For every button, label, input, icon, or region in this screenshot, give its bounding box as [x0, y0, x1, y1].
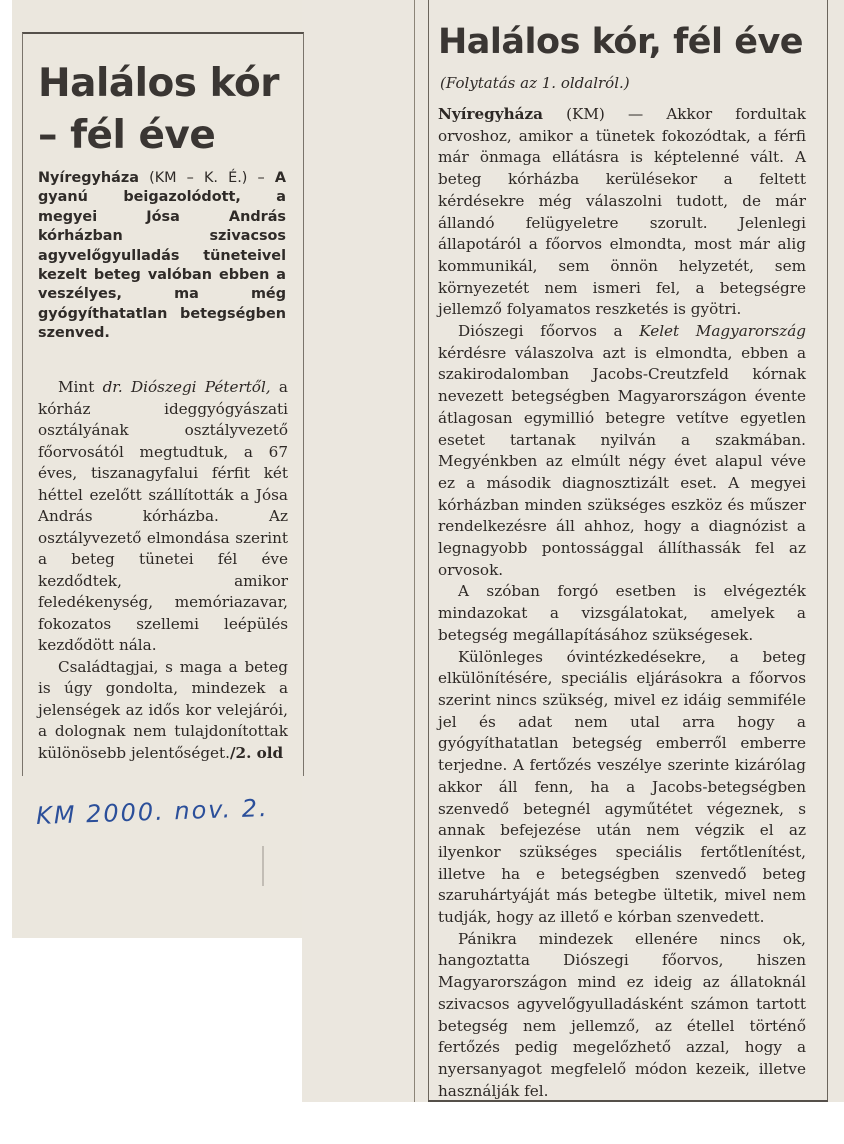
continued-from-note: (Folytatás az 1. oldalról.): [440, 74, 630, 92]
right-headline: Halálos kór, fél éve: [438, 22, 804, 62]
right-paragraph-3: A szóban forgó esetben is elvégezték mindazokat a vizsgálatokat, amelyek a betegség megállapításához szükségesek.: [438, 582, 806, 644]
left-p1-name: Diószegi Pétertől,: [122, 378, 271, 396]
right-dateline: Nyíregyháza: [438, 105, 543, 123]
left-p1-start: Mint: [58, 378, 103, 396]
left-paragraph-1: [38, 377, 288, 657]
left-p1-title: dr.: [102, 378, 123, 396]
lead-text: A gyanú beigazolódott, a megyei Jósa András kórházban szivacsos agyvelőgyulladás tüneteivel kezelt beteg valóban ebben a veszélyes, ma még gyógyíthatatlan betegségben szenved.: [38, 170, 286, 342]
right-p2-rest: kérdésre válaszolva azt is elmondta, ebben a szakirodalomban Jacobs-Creutzfeld kórnak nevezett betegségben Magyarországon évente átlagosan egymillió betegre vetítve egyetlen esetet tartanak nyilván a szakmában. Megyénkben az elmúlt négy évet alapul véve ez a második diagnosztizált eset. A megyei kórházban minden szükséges eszköz és műszer rendelkezésre áll ahhoz, hogy a diagnózist a legnagyobb pontossággal állíthassák fel az orvosok.: [438, 343, 806, 579]
staple-mark: [262, 846, 274, 886]
left-body: [38, 377, 288, 764]
right-p1-text: (KM) — Akkor fordultak orvoshoz, amikor a tünetek fokozódtak, a férfi már önmaga ellátásra is képtelenné vált. A beteg kórházba kerülésekor a feltett kérdésekre még válaszolni tudott, de már állandó felügyeletre szorult. Jelenlegi állapotáról a főorvos elmondta, most már alig kommunikál, sem önnön helyzetét, sem környezetét nem ismeri fel, a betegségre jellemző folyamatos reszketés is gyötri.: [438, 105, 806, 319]
right-body: [438, 104, 806, 1102]
continuation-ref: /2. old: [229, 743, 284, 762]
left-lead: [38, 169, 286, 344]
right-paragraph-4: Különleges óvintézkedésekre, a beteg elkülönítésére, speciális eljárásokra a főorvos szerint nincs szükség, mivel ez idáig semmiféle jel és adat nem utal arra hogy a gyógyíthatatlan betegség emberről emberre terjedne. A fertőzés veszélye szerinte kizárólag akkor áll fenn, ha a Jacobs-betegségben szenvedő betegnél agyműtétet végeznek, s annak befejezése után nem végzik el az ilyenkor szükséges speciális fertőtlenítést, illetve ha e betegségben szenvedő beteg szaruhártyáját más betegbe ültetik, mivel nem tudják, hogy az illető e kórban szenvedett.: [438, 647, 806, 927]
lead-byline: (KM – K. É.) –: [138, 170, 275, 186]
left-headline: Halálos kór – fél éve: [38, 61, 280, 158]
right-paragraph-2: [438, 321, 806, 581]
right-paragraph-5: Pánikra mindezek ellenére nincs ok, hangoztatta Diószegi főorvos, hiszen Magyarországon mind ez ideig az állatoknál szivacsos agyvelőgyulladásként számon tartott betegség nem jellemző, az étellel történő fertőzés pedig megelőzhető azzal, hogy a nyersanyagot megfelelő módon kezeik, illetve használják fel.: [438, 929, 806, 1100]
handwritten-date-note: KM 2000. nov. 2.: [35, 793, 270, 831]
right-p2-start: Diószegi főorvos a: [458, 322, 640, 341]
right-paragraph-1: [438, 104, 806, 321]
left-p1-rest: a kórház ideggyógyászati osztályának osztályvezető főorvosától megtudtuk, a 67 éves, tiszanagyfalui férfit két héttel ezelőtt szállították a Jósa András kórházba. Az osztályvezető elmondása szerint a beteg tünetei fél éve kezdődtek, amikor feledékenység, memóriazavar, fokozatos szellemi leépülés kezdődött nála.: [38, 378, 288, 654]
lead-dateline: Nyíregyháza: [38, 170, 139, 186]
newspaper-name: Kelet Magyarország: [639, 322, 806, 341]
left-p2-text: Családtagjai, s maga a beteg is úgy gondolta, mindezek a jelenségek az idős kor velejárói, a dolognak nem tulajdonítottak különösebb jelentőséget.: [38, 657, 288, 762]
left-paragraph-2: [38, 657, 288, 765]
